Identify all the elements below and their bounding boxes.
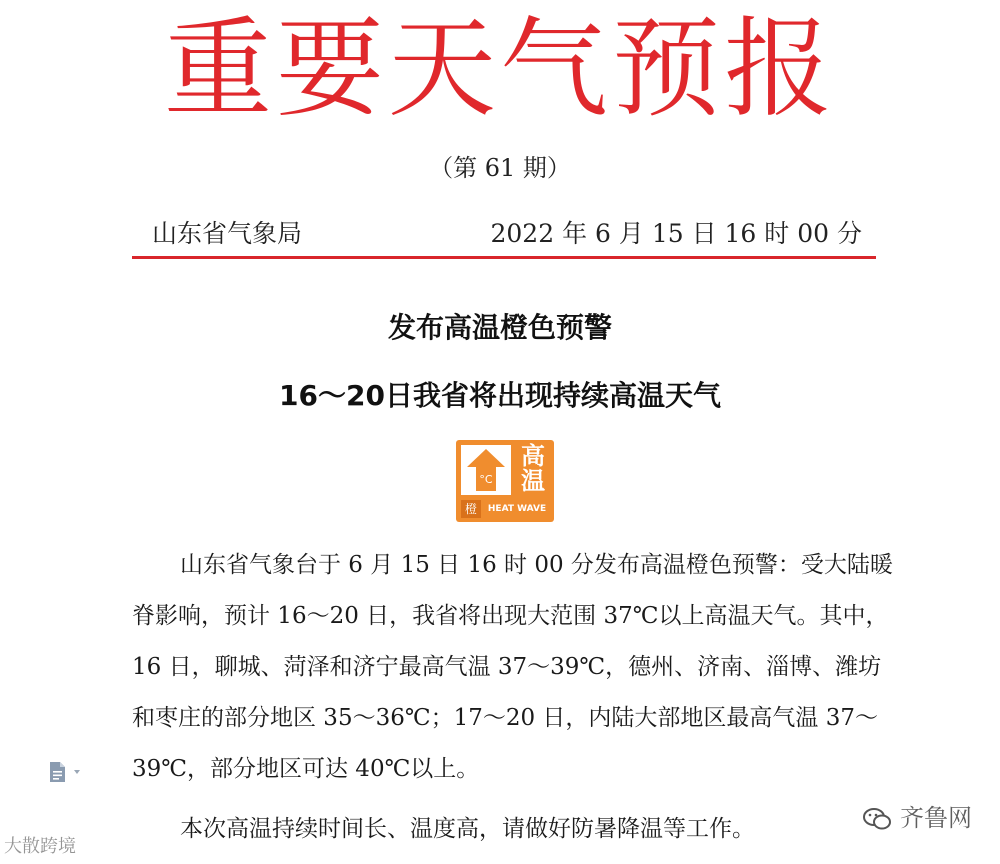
watermark-right	[862, 800, 972, 836]
document-menu-icon[interactable]	[46, 760, 86, 784]
body-line: 和枣庄的部分地区 35～36℃；17～20 日，内陆大部地区最高气温 37～	[132, 705, 878, 731]
headline-primary: 发布高温橙色预警	[387, 311, 612, 344]
body-line: 16 日，聊城、菏泽和济宁最高气温 37～39℃，德州、济南、淄博、潍坊	[132, 654, 882, 680]
issuer-name: 山东省气象局	[152, 219, 303, 248]
issue-number: （第 61 期）	[429, 154, 571, 182]
body-paragraph-1	[132, 540, 893, 795]
body-line: 39℃，部分地区可达 40℃以上。	[132, 756, 480, 782]
headline-secondary: 16～20日我省将出现持续高温天气	[279, 379, 721, 412]
watermark-left-text: 大散跨境	[4, 836, 76, 857]
body-paragraph-2	[132, 804, 880, 855]
issue-datetime: 2022 年 6 月 15 日 16 时 00 分	[490, 219, 862, 248]
heat-wave-warning-badge	[456, 440, 554, 522]
badge-cn-line1: 高	[521, 442, 545, 470]
badge-unit: °C	[479, 473, 493, 486]
body-line: 本次高温持续时间长、温度高，请做好防暑降温等工作。	[180, 816, 755, 842]
body-line: 脊影响，预计 16～20 日，我省将出现大范围 37℃以上高温天气。其中，	[132, 603, 889, 629]
watermark-right-text: 齐鲁网	[900, 804, 972, 832]
badge-cn-line2: 温	[521, 467, 545, 495]
body-line: 山东省气象台于 6 月 15 日 16 时 00 分发布高温橙色预警：受大陆暖	[180, 552, 893, 578]
badge-level: 橙	[461, 500, 481, 518]
header-divider	[132, 256, 876, 259]
masthead-title: 重要天气预报	[163, 7, 836, 132]
wechat-icon	[862, 806, 892, 832]
badge-en-label: HEAT WAVE	[487, 504, 547, 514]
watermark-left	[4, 834, 76, 860]
thermometer-arrow-icon	[461, 445, 511, 495]
badge-cn-label	[516, 444, 550, 494]
